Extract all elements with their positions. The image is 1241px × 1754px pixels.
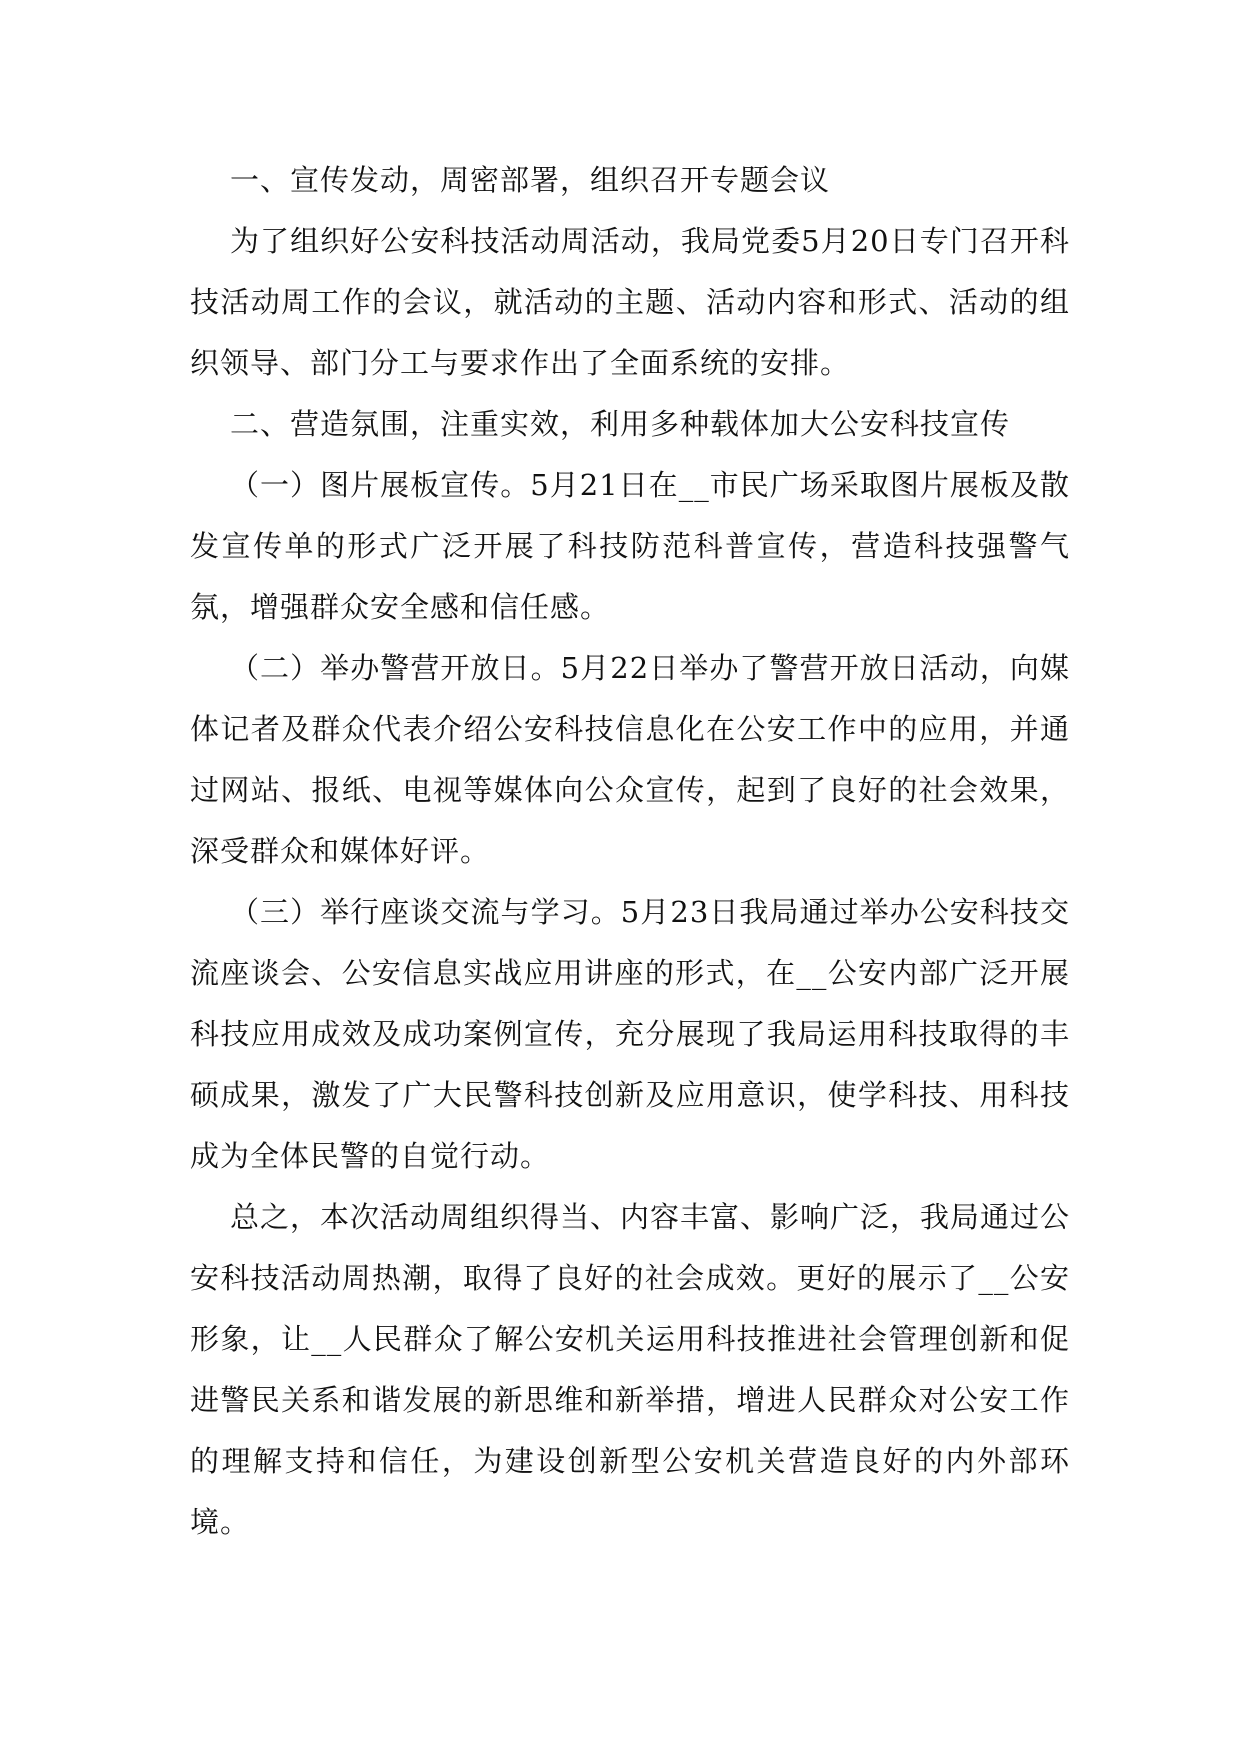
section-heading-1: 一、宣传发动，周密部署，组织召开专题会议	[230, 163, 831, 197]
paragraph-summary: 总之，本次活动周组织得当、内容丰富、影响广泛，我局通过公安科技活动周热潮，取得了良好的社会成效。更好的展示了__公安形象，让__人民群众了解公安机关运用科技推进社会管理创新和促进警民关系和谐发展的新思维和新举措，增进人民群众对公安工作的理解支持和信任，为建设创新型公安机关营造良好的内外部环境。	[190, 1200, 1071, 1539]
paragraph-item-1: （一）图片展板宣传。5月21日在__市民广场采取图片展板及散发宣传单的形式广泛开展了科技防范科普宣传，营造科技强警气氛，增强群众安全感和信任感。	[190, 468, 1070, 624]
paragraph-1: 为了组织好公安科技活动周活动，我局党委5月20日专门召开科技活动周工作的会议，就活动的主题、活动内容和形式、活动的组织领导、部门分工与要求作出了全面系统的安排。	[190, 224, 1070, 380]
paragraph-item-3: （三）举行座谈交流与学习。5月23日我局通过举办公安科技交流座谈会、公安信息实战应用讲座的形式，在__公安内部广泛开展科技应用成效及成功案例宣传，充分展现了我局运用科技取得的丰硕成果，激发了广大民警科技创新及应用意识，使学科技、用科技成为全体民警的自觉行动。	[190, 895, 1070, 1173]
section-heading-2: 二、营造氛围，注重实效，利用多种载体加大公安科技宣传	[230, 407, 1011, 441]
paragraph-item-2: （二）举办警营开放日。5月22日举办了警营开放日活动，向媒体记者及群众代表介绍公安科技信息化在公安工作中的应用，并通过网站、报纸、电视等媒体向公众宣传，起到了良好的社会效果，深受群众和媒体好评。	[190, 651, 1070, 868]
document-body	[190, 150, 1070, 1553]
